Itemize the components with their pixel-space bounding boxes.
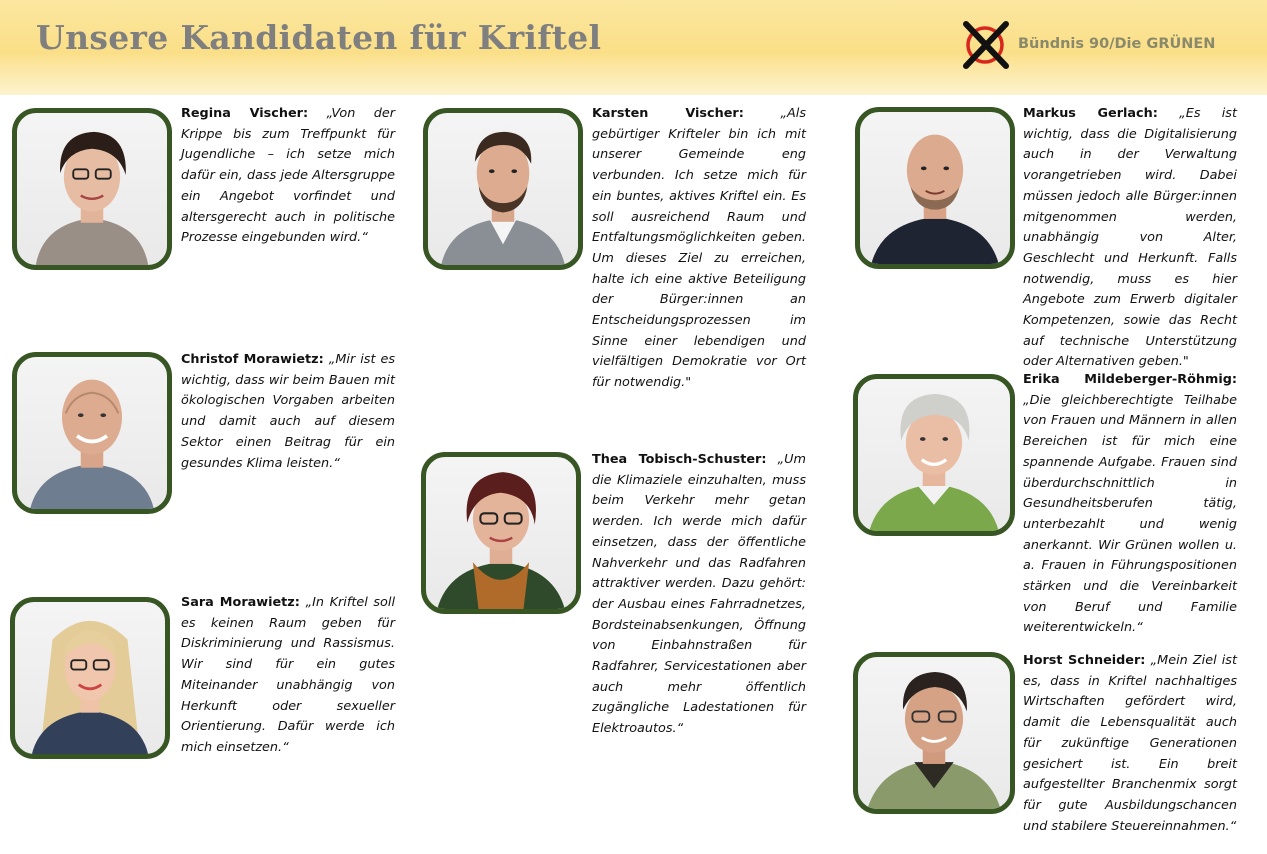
- candidate-text-christof-morawietz: [181, 350, 395, 474]
- candidate-quote: „Mein Ziel ist es, dass in Kriftel nachhaltiges Wirtschaften gefördert wird, damit die Lebensqualität auch für zukünftige Generationen gesichert ist. Ein breit aufgestellter Branchenmix sorgt für gute Ausbildungschancen und stabilere Steuereinnahmen.“: [1023, 653, 1237, 834]
- candidate-text-markus-gerlach: [1023, 104, 1237, 373]
- candidate-quote: „In Kriftel soll es keinen Raum geben für Diskriminierung und Rassismus. Wir sind für ein gutes Miteinander unabhängig von Herkunft oder sexueller Orientierung. Dafür werde ich mich einsetzen.“: [181, 595, 396, 755]
- candidate-text-karsten-vischer: [592, 104, 806, 394]
- portrait-man-icon: [17, 357, 167, 509]
- portrait-woman-icon: [858, 379, 1010, 531]
- candidate-quote: „Um die Klimaziele einzuhalten, muss beim Verkehr mehr getan werden. Ich werde mich dafür einsetzen, dass der öffentliche Nahverkehr und das Radfahren attraktiver werden. Dazu gehört: der Ausbau eines Fahrradnetzes, Bordsteinabsenkungen, Öffnung von Einbahnstraßen für Radfahrer, Servicestationen aber auch mehr öffentlich zugängliche Ladestationen für Elektroautos.“: [592, 452, 806, 737]
- candidate-photo-markus-gerlach: [855, 107, 1015, 269]
- page-title: Unsere Kandidaten für Kriftel: [36, 18, 602, 57]
- header-banner: [0, 0, 1267, 95]
- candidate-photo-erika-mildeberger-roehmig: [853, 374, 1015, 536]
- portrait-woman-icon: [426, 457, 576, 609]
- candidate-photo-thea-tobisch-schuster: [421, 452, 581, 614]
- candidate-text-horst-schneider: [1023, 651, 1237, 837]
- candidate-quote: „Die gleichberechtigte Teilhabe von Frauen und Männern in allen Bereichen ist für mich eine spannende Aufgabe. Frauen sind überdurchschnittlich in Gesundheitsberufen tätig, unterbezahlt und wenig anerkannt. Wir Grünen wollen u. a. Frauen in Führungspositionen stärken und die Vereinbarkeit von Beruf und Familie weiterentwickeln.“: [1023, 392, 1237, 636]
- candidate-name: Karsten Vischer:: [592, 106, 744, 121]
- candidate-name: Erika Mildeberger-Röhmig:: [1023, 372, 1237, 387]
- portrait-man-icon: [860, 112, 1010, 264]
- candidate-quote: „Als gebürtiger Krifteler bin ich mit unserer Gemeinde eng verbunden. Ich setze mich für ein buntes, aktives Kriftel ein. Es soll ausreichend Raum und Entfaltungsmöglichkeiten geben. Um dieses Ziel zu erreichen, halte ich eine aktive Beteiligung der Bürger:innen an Entscheidungsprozessen im Sinne einer lebendigen und vielfältigen Demokratie vor Ort für notwendig.": [592, 106, 806, 391]
- ballot-cross-icon: [962, 20, 1010, 70]
- candidate-quote: „Mir ist es wichtig, dass wir beim Bauen mit ökologischen Vorgaben arbeiten und damit auch auf diesem Sektor einen Beitrag für ein gesundes Klima leisten.“: [181, 352, 395, 471]
- candidate-text-thea-tobisch-schuster: [592, 450, 806, 740]
- portrait-woman-icon: [17, 113, 167, 265]
- candidate-name: Regina Vischer:: [181, 106, 309, 121]
- candidate-photo-christof-morawietz: [12, 352, 172, 514]
- candidate-text-regina-vischer: [181, 104, 395, 249]
- portrait-man-icon: [428, 113, 578, 265]
- candidate-photo-karsten-vischer: [423, 108, 583, 270]
- candidate-name: Sara Morawietz:: [181, 595, 300, 610]
- candidate-name: Christof Morawietz:: [181, 352, 324, 367]
- candidate-name: Thea Tobisch-Schuster:: [592, 452, 767, 467]
- candidate-text-erika-mildeberger-roehmig: [1023, 370, 1237, 639]
- candidate-name: Horst Schneider:: [1023, 653, 1146, 668]
- portrait-woman-icon: [15, 602, 165, 754]
- candidate-quote: „Es ist wichtig, dass die Digitalisierung auch in der Verwaltung vorangetrieben wird. Dabei müssen jedoch alle Bürger:innen mitgenommen werden, unabhängig von Alter, Geschlecht und Herkunft. Falls notwendig, muss es hier Angebote zum Erwerb digitaler Kompetenzen, sowie das Recht auf technische Unterstützung oder Alternativen geben.": [1023, 106, 1237, 370]
- party-logo: [962, 20, 1252, 72]
- candidate-photo-regina-vischer: [12, 108, 172, 270]
- candidate-photo-sara-morawietz: [10, 597, 170, 759]
- party-name: Bündnis 90/Die GRÜNEN: [1018, 36, 1216, 52]
- candidate-photo-horst-schneider: [853, 652, 1015, 814]
- candidate-text-sara-morawietz: [181, 593, 395, 759]
- candidate-quote: „Von der Krippe bis zum Treffpunkt für Jugendliche – ich setze mich dafür ein, dass jede Altersgruppe ein Angebot vorfindet und altersgerecht auch in politische Prozesse eingebunden wird.“: [181, 106, 395, 246]
- portrait-man-icon: [858, 657, 1010, 809]
- candidate-name: Markus Gerlach:: [1023, 106, 1158, 121]
